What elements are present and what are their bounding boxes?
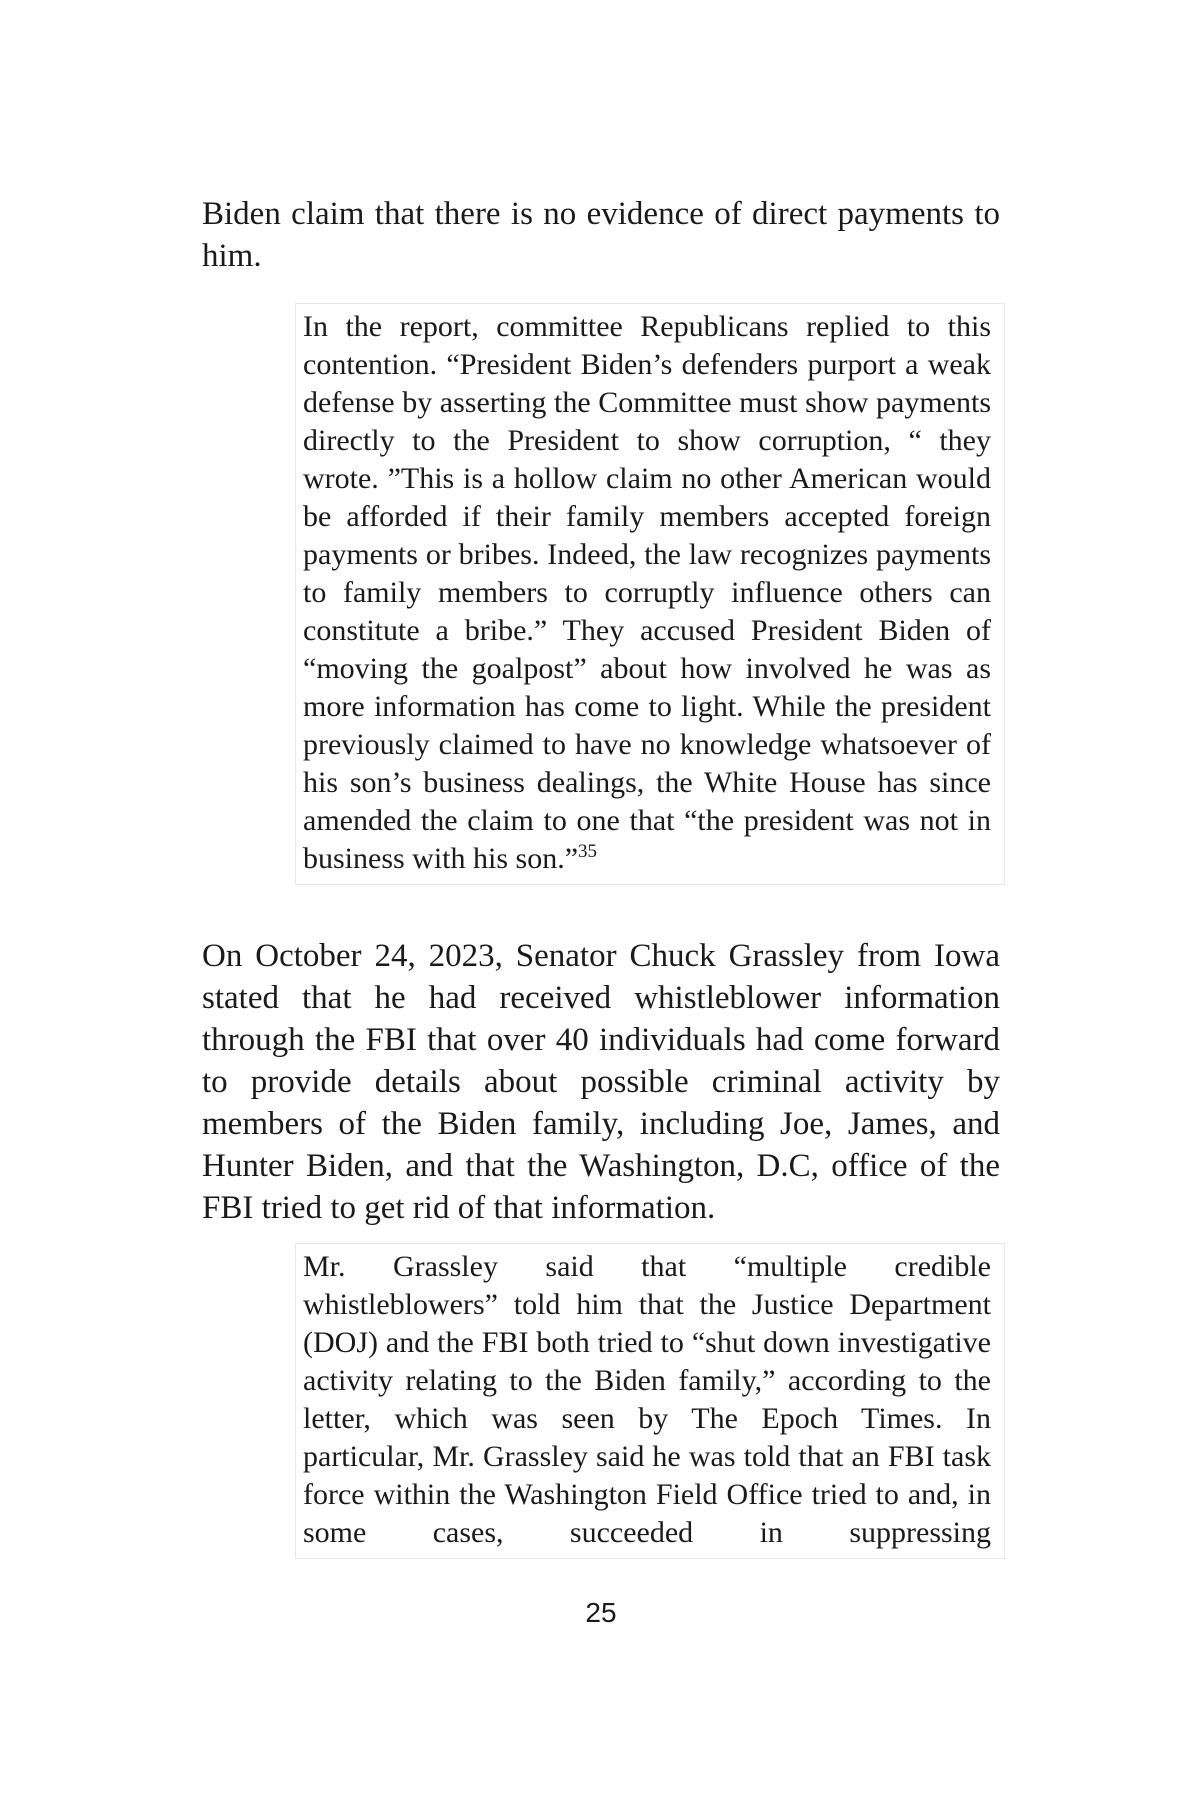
blockquote-report-body: In the report, committee Republicans replied to this contention. “President Biden’s defenders purport a weak defense by asserting the Committee must show payments directly to the President to show corruption, “ they wrote. ”This is a hollow claim no other American would be afforded if their family members accepted foreign payments or bribes. Indeed, the law recognizes payments to family members to corruptly influence others can constitute a bribe.” They accused President Biden of “moving the goalpost” about how involved he was as more information has come to light. While the president previously claimed to have no knowledge whatsoever of his son’s business dealings, the White House has since amended the claim to one that “the president was not in business with his son.” (303, 310, 991, 875)
blockquote-report (295, 303, 1005, 885)
blockquote-report-text (303, 308, 991, 878)
page-number: 25 (585, 1597, 617, 1628)
paragraph-grassley: On October 24, 2023, Senator Chuck Grassley from Iowa stated that he had received whistleblower information through the FBI that over 40 individuals had come forward to provide details about possible criminal activity by members of the Biden family, including Joe, James, and Hunter Biden, and that the Washington, D.C, office of the FBI tried to get rid of that information. (202, 938, 1000, 1226)
page-content (202, 193, 1000, 1629)
footnote-reference-35: 35 (578, 841, 598, 862)
paragraph-intro: Biden claim that there is no evidence of direct payments to him. (202, 196, 1000, 274)
blockquote-grassley-text: Mr. Grassley said that “multiple credible whistleblowers” told him that the Justice Department (DOJ) and the FBI both tried to “shut down investigative activity relating to the Biden family,” according to the letter, which was seen by The Epoch Times. In particular, Mr. Grassley said he was told that an FBI task force within the Washington Field Office tried to and, in some cases, succeeded in suppressing (303, 1250, 991, 1549)
blockquote-grassley (295, 1243, 1005, 1559)
